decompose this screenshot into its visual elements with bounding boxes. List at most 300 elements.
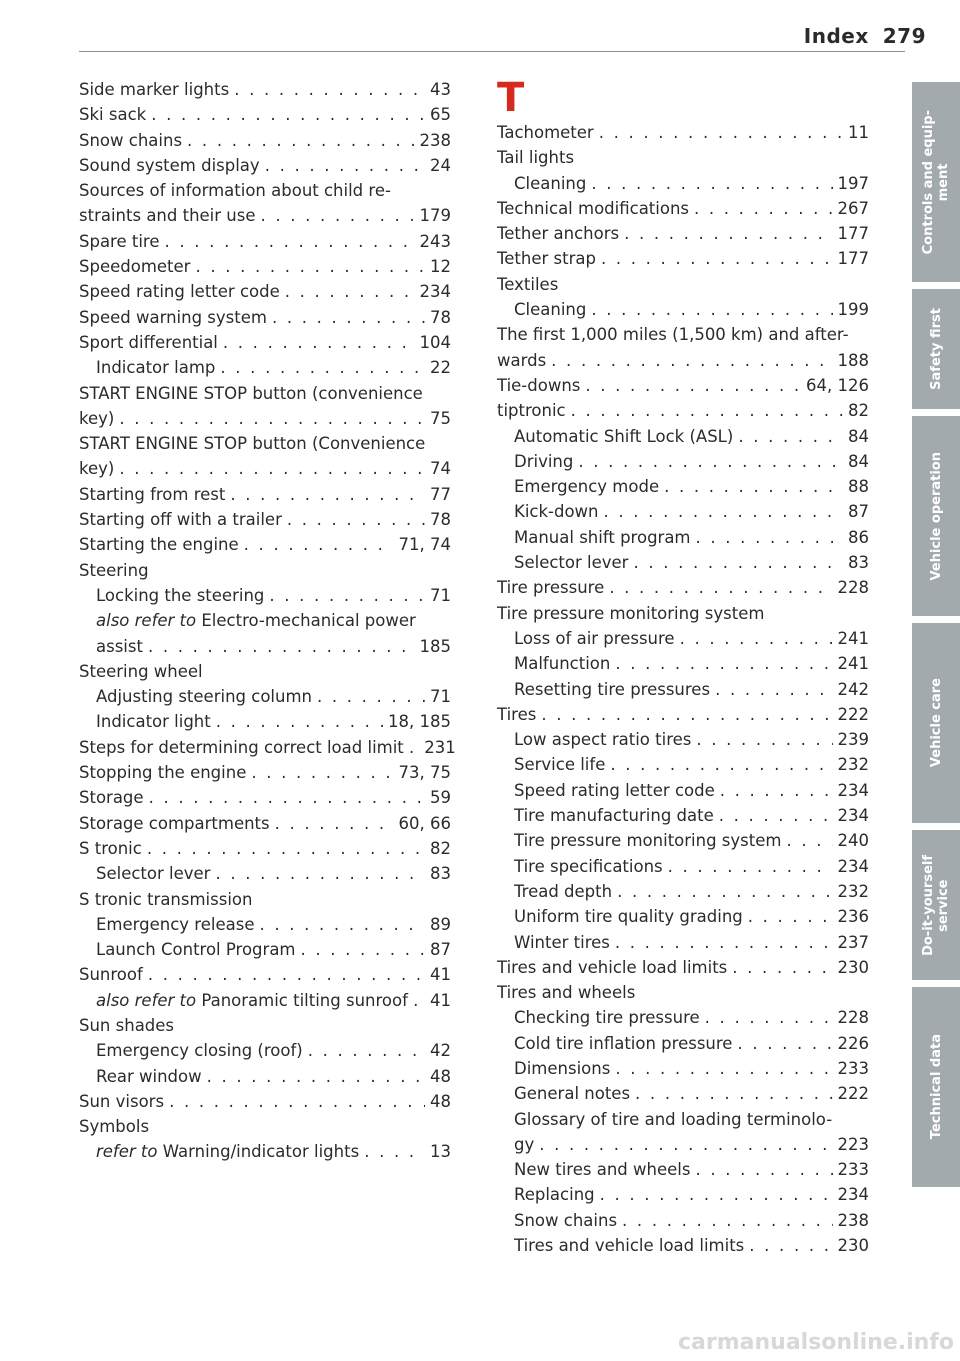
dot-leader (622, 1208, 832, 1233)
entry-term (79, 836, 142, 861)
entry-term-text: Steps for determining correct load limit . (79, 737, 415, 757)
index-entry (497, 120, 869, 145)
entry-term (79, 482, 225, 507)
entry-term (79, 406, 114, 431)
entry-term-text: Sound system display (79, 155, 260, 175)
entry-term (79, 128, 182, 153)
entry-term (79, 558, 149, 583)
dot-leader (149, 785, 425, 810)
index-entry (497, 651, 869, 676)
entry-term-text: Tire pressure monitoring system (497, 603, 765, 623)
dot-leader (615, 930, 833, 955)
index-entry (79, 203, 451, 228)
entry-page-ref: 234 (837, 780, 869, 800)
dot-leader (615, 651, 832, 676)
entry-page-ref: 78 (430, 510, 451, 530)
entry-term (497, 348, 546, 373)
dot-leader (680, 626, 833, 651)
dot-leader (541, 702, 832, 727)
entry-page-ref: 238 (837, 1210, 869, 1230)
dot-leader (748, 904, 833, 929)
entry-page-ref: 232 (837, 755, 869, 775)
entry-term-text: Tires and wheels (497, 983, 636, 1003)
index-entry (79, 406, 451, 431)
index-entry (497, 398, 869, 423)
entry-term-text: Loss of air pressure (514, 628, 675, 648)
dot-leader (591, 297, 832, 322)
entry-page-ref: 48 (430, 1091, 451, 1111)
dot-leader (715, 677, 832, 702)
dot-leader (578, 449, 843, 474)
chapter-tab-label: Vehicle care (928, 678, 944, 768)
entry-term-text: key) (79, 459, 115, 479)
entry-term (79, 456, 114, 481)
chapter-tab-label: Vehicle operation (928, 451, 944, 581)
entry-term (497, 955, 727, 980)
entry-page-ref: 188 (837, 350, 869, 370)
entry-term-text: Emergency closing (roof) (96, 1041, 303, 1061)
index-entry (79, 988, 451, 1013)
index-entry (497, 424, 869, 449)
index-entry (79, 709, 451, 734)
index-entry (79, 102, 451, 127)
entry-term (79, 507, 282, 532)
dot-leader (571, 398, 843, 423)
entry-term (79, 305, 267, 330)
index-entry (79, 1089, 451, 1114)
entry-term-text: Kick-down (514, 502, 599, 522)
entry-term-text: Glossary of tire and loading terminolo- (514, 1109, 833, 1129)
entry-page-ref: 71, 74 (398, 535, 451, 555)
entry-page-ref: 232 (837, 881, 869, 901)
entry-term-text: Snow chains (79, 130, 183, 150)
index-entry (497, 626, 869, 651)
entry-term-text: Tether strap (497, 249, 596, 269)
entry-term-text: Resetting tire pressures (514, 679, 711, 699)
index-entry (79, 558, 451, 583)
index-entry (497, 1208, 869, 1233)
chapter-tab-label: Do-it-yourself service (921, 854, 951, 956)
dot-leader (261, 203, 415, 228)
entry-term (514, 854, 663, 879)
index-entry (497, 449, 869, 474)
index-entry (497, 1157, 869, 1182)
dot-leader (234, 77, 425, 102)
entry-term (79, 254, 190, 279)
index-entry (79, 1013, 451, 1038)
dot-leader (244, 532, 394, 557)
index-entry (79, 482, 451, 507)
dot-leader (187, 128, 414, 153)
entry-term-text: Snow chains (514, 1210, 618, 1230)
entry-page-ref: 179 (419, 206, 451, 226)
index-entry (79, 735, 456, 760)
entry-page-ref: 241 (837, 654, 869, 674)
index-entry (497, 727, 869, 752)
dot-leader (301, 937, 426, 962)
entry-term-text: Textiles (497, 274, 559, 294)
index-entry (79, 355, 451, 380)
watermark: carmanualsonline.info (678, 1330, 954, 1355)
entry-page-ref: 226 (837, 1033, 869, 1053)
dot-leader (600, 1182, 833, 1207)
entry-term (96, 1139, 359, 1164)
dot-leader (119, 456, 425, 481)
entry-term (514, 550, 628, 575)
entry-term-text: gy (514, 1134, 535, 1154)
entry-page-ref: 65 (430, 105, 451, 125)
index-entry (79, 887, 451, 912)
index-entry (497, 525, 869, 550)
dot-leader (148, 962, 425, 987)
index-entry (497, 752, 869, 777)
entry-page-ref: 64, 126 (806, 375, 869, 395)
index-entry (497, 272, 869, 297)
entry-page-ref: 234 (419, 282, 451, 302)
entry-term-text: Panoramic tilting sunroof . (196, 990, 419, 1010)
entry-term-text: Electro-mechanical power (196, 611, 416, 631)
entry-term (514, 1005, 700, 1030)
entry-term-text: Sport differential (79, 332, 218, 352)
dot-leader (695, 1157, 832, 1182)
index-entry (79, 456, 451, 481)
header-rule (79, 51, 905, 52)
entry-term-text: Manual shift program (514, 527, 691, 547)
index-entry (79, 431, 451, 456)
entry-page-ref: 87 (430, 940, 451, 960)
entry-term (514, 677, 710, 702)
index-entry (497, 1031, 869, 1056)
entry-term-text: Indicator lamp (96, 358, 216, 378)
entry-term (96, 709, 211, 734)
entry-term-text: Tire pressure (497, 578, 605, 598)
entry-term-text: Tether anchors (497, 224, 620, 244)
index-entry (79, 305, 451, 330)
index-entry (79, 507, 451, 532)
header-title: Index (803, 24, 869, 48)
index-entry (497, 1233, 869, 1258)
entry-term (514, 752, 605, 777)
entry-term (79, 962, 143, 987)
entry-term (514, 474, 659, 499)
entry-page-ref: 89 (430, 914, 451, 934)
entry-term (79, 785, 144, 810)
entry-page-ref: 71 (430, 585, 451, 605)
entry-term-text: Selector lever (96, 864, 211, 884)
entry-term-text: Selector lever (514, 553, 629, 573)
dot-leader (786, 828, 832, 853)
entry-term-text: Tire pressure monitoring system (514, 831, 782, 851)
entry-term (514, 930, 610, 955)
entry-term (514, 727, 691, 752)
entry-term (79, 532, 239, 557)
chapter-tab[interactable] (912, 987, 960, 1187)
entry-term-text: Tires (497, 704, 537, 724)
cross-reference-prefix: refer to (96, 1142, 158, 1162)
entry-term-text: Starting from rest (79, 484, 226, 504)
chapter-tab[interactable] (912, 82, 960, 282)
dot-leader (364, 1139, 425, 1164)
entry-term-text: tiptronic (497, 401, 566, 421)
dot-leader (599, 120, 843, 145)
entry-term-text: Speed warning system (79, 307, 267, 327)
index-entry (79, 760, 451, 785)
index-entry (79, 811, 451, 836)
entry-term-text: Launch Control Program (96, 940, 296, 960)
page-header (804, 24, 926, 48)
index-entry (79, 279, 451, 304)
entry-term (497, 322, 849, 347)
entry-term-text: assist (96, 636, 143, 656)
entry-term (514, 1233, 744, 1258)
dot-leader (633, 550, 843, 575)
index-entry (79, 608, 451, 633)
entry-term (514, 297, 586, 322)
entry-term (79, 659, 203, 684)
chapter-tab-label: Controls and equip- ment (921, 109, 951, 255)
entry-term (79, 1013, 174, 1038)
entry-page-ref: 83 (848, 553, 869, 573)
entry-term-text: Tie-downs (497, 375, 581, 395)
chapter-tabs (912, 82, 960, 1194)
entry-page-ref: 267 (837, 198, 869, 218)
entry-page-ref: 84 (848, 426, 869, 446)
entry-term (96, 583, 264, 608)
entry-term (497, 196, 689, 221)
index-entry (497, 196, 869, 221)
entry-term (514, 1208, 617, 1233)
entry-page-ref: 84 (848, 451, 869, 471)
index-entry (497, 575, 869, 600)
entry-page-ref: 222 (837, 704, 869, 724)
entry-term-text: Cleaning (514, 300, 587, 320)
entry-page-ref: 230 (837, 1236, 869, 1256)
entry-term (514, 626, 675, 651)
dot-leader (720, 778, 833, 803)
entry-term-text: Tire specifications (514, 856, 663, 876)
index-entry (79, 381, 451, 406)
entry-term (497, 246, 596, 271)
index-entry (79, 1114, 451, 1139)
dot-leader (668, 854, 833, 879)
entry-term (497, 575, 604, 600)
chapter-tab[interactable] (912, 416, 960, 616)
entry-term (79, 77, 229, 102)
entry-term (96, 1064, 202, 1089)
cross-reference-prefix: also refer to (96, 611, 197, 631)
index-entry (497, 322, 869, 347)
index-entry (497, 601, 869, 626)
dot-leader (539, 1132, 832, 1157)
chapter-tab-label: Safety first (928, 308, 944, 390)
entry-term-text: Storage compartments (79, 813, 270, 833)
entry-term (514, 803, 714, 828)
dot-leader (610, 752, 832, 777)
entry-term-text: Tires and vehicle load limits (514, 1236, 745, 1256)
index-entry (497, 499, 869, 524)
entry-term-text: Checking tire pressure (514, 1008, 700, 1028)
entry-term-text: The first 1,000 miles (1,500 km) and after- (497, 325, 849, 345)
index-entry (497, 702, 869, 727)
entry-term-text: Warning/indicator lights (157, 1142, 360, 1162)
entry-term-text: straints and their use (79, 206, 256, 226)
entry-page-ref: 18, 185 (388, 712, 451, 732)
entry-term (514, 828, 781, 853)
entry-term (514, 1132, 534, 1157)
index-entry (497, 930, 869, 955)
dot-leader (551, 348, 832, 373)
index-entry (79, 785, 451, 810)
entry-term (514, 449, 573, 474)
entry-term-text: Stopping the engine (79, 763, 247, 783)
dot-leader (119, 406, 425, 431)
index-entry (497, 803, 869, 828)
entry-term (79, 229, 160, 254)
index-entry (79, 937, 451, 962)
entry-term (514, 1056, 610, 1081)
entry-page-ref: 240 (837, 831, 869, 851)
entry-term-text: START ENGINE STOP button (Convenience (79, 434, 426, 454)
entry-page-ref: 74 (430, 459, 451, 479)
dot-leader (151, 102, 425, 127)
dot-leader (220, 355, 425, 380)
dot-leader (223, 330, 415, 355)
entry-term-text: Starting off with a trailer (79, 510, 282, 530)
index-entry (497, 1056, 869, 1081)
index-entry (497, 145, 869, 170)
entry-page-ref: 78 (430, 307, 451, 327)
chapter-tab[interactable] (912, 830, 960, 980)
index-entry (79, 583, 451, 608)
entry-page-ref: 234 (837, 856, 869, 876)
entry-term (497, 221, 619, 246)
index-entry (497, 373, 869, 398)
entry-term (96, 1038, 303, 1063)
entry-term-text: Speedometer (79, 257, 191, 277)
index-entry (497, 297, 869, 322)
entry-term-text: Low aspect ratio tires (514, 730, 692, 750)
entry-term-text: Spare tire (79, 231, 160, 251)
entry-term (514, 1182, 595, 1207)
entry-term-text: Cold tire inflation pressure (514, 1033, 733, 1053)
entry-term-text: Steering wheel (79, 661, 203, 681)
entry-term (514, 525, 691, 550)
entry-page-ref: 238 (419, 130, 451, 150)
entry-term-text: S tronic transmission (79, 889, 253, 909)
entry-term-text: Cleaning (514, 173, 587, 193)
dot-leader (705, 1005, 833, 1030)
entry-page-ref: 177 (837, 224, 869, 244)
dot-leader (251, 760, 393, 785)
entry-term (514, 879, 612, 904)
chapter-tab[interactable] (912, 289, 960, 409)
entry-page-ref: 42 (430, 1041, 451, 1061)
index-entry (79, 178, 451, 203)
entry-term (497, 120, 594, 145)
index-entry (79, 861, 451, 886)
entry-term-text: Ski sack (79, 105, 147, 125)
entry-term (96, 608, 416, 633)
dot-leader (737, 1031, 832, 1056)
entry-term-text: Indicator light (96, 712, 211, 732)
entry-page-ref: 73, 75 (398, 763, 451, 783)
entry-term-text: Starting the engine (79, 535, 239, 555)
entry-page-ref: 48 (430, 1066, 451, 1086)
index-entry (79, 330, 451, 355)
entry-term-text: Storage (79, 788, 144, 808)
dot-leader (591, 171, 832, 196)
dot-leader (719, 803, 833, 828)
entry-page-ref: 77 (430, 484, 451, 504)
entry-page-ref: 177 (837, 249, 869, 269)
index-entry (497, 246, 869, 271)
index-entry (79, 684, 451, 709)
entry-term (514, 1157, 690, 1182)
entry-term-text: Sun shades (79, 1015, 175, 1035)
entry-term-text: Speed rating letter code (79, 282, 280, 302)
dot-leader (664, 474, 843, 499)
entry-page-ref: 228 (837, 1008, 869, 1028)
entry-page-ref: 86 (848, 527, 869, 547)
dot-leader (285, 279, 415, 304)
chapter-tab[interactable] (912, 623, 960, 823)
entry-page-ref: 104 (419, 332, 451, 352)
entry-term-text: General notes (514, 1084, 631, 1104)
index-entry (79, 254, 451, 279)
entry-term (497, 272, 558, 297)
entry-page-ref: 230 (837, 957, 869, 977)
entry-term (79, 1114, 149, 1139)
index-entry (497, 854, 869, 879)
index-entry (79, 532, 451, 557)
entry-page-ref: 233 (837, 1058, 869, 1078)
index-entry (497, 955, 869, 980)
dot-leader (609, 575, 832, 600)
dot-leader (269, 583, 425, 608)
index-entry (497, 1182, 869, 1207)
dot-leader (317, 684, 425, 709)
index-entry (497, 904, 869, 929)
entry-page-ref: 231 (424, 737, 456, 757)
dot-leader (601, 246, 833, 271)
index-column-left (79, 77, 456, 1165)
entry-term-text: Tires and vehicle load limits (497, 957, 728, 977)
entry-term (497, 373, 580, 398)
entry-term-text: Tire manufacturing date (514, 806, 714, 826)
entry-term (79, 1089, 164, 1114)
entry-page-ref: 24 (430, 155, 451, 175)
index-entry (497, 171, 869, 196)
dot-leader (585, 373, 801, 398)
chapter-tab-label: Technical data (928, 1034, 944, 1140)
entry-term (514, 499, 599, 524)
index-entry (79, 77, 451, 102)
entry-term-text: Locking the steering (96, 585, 265, 605)
dot-leader (169, 1089, 425, 1114)
index-entry (79, 1139, 451, 1164)
entry-term (497, 601, 764, 626)
index-entry (79, 836, 451, 861)
entry-term (79, 203, 256, 228)
entry-term-text: Sources of information about child re- (79, 181, 391, 201)
entry-page-ref: 22 (430, 358, 451, 378)
dot-leader (265, 153, 425, 178)
entry-term (514, 778, 715, 803)
dot-leader (195, 254, 425, 279)
entry-term (497, 398, 566, 423)
entry-term (96, 355, 215, 380)
dot-leader (696, 727, 832, 752)
